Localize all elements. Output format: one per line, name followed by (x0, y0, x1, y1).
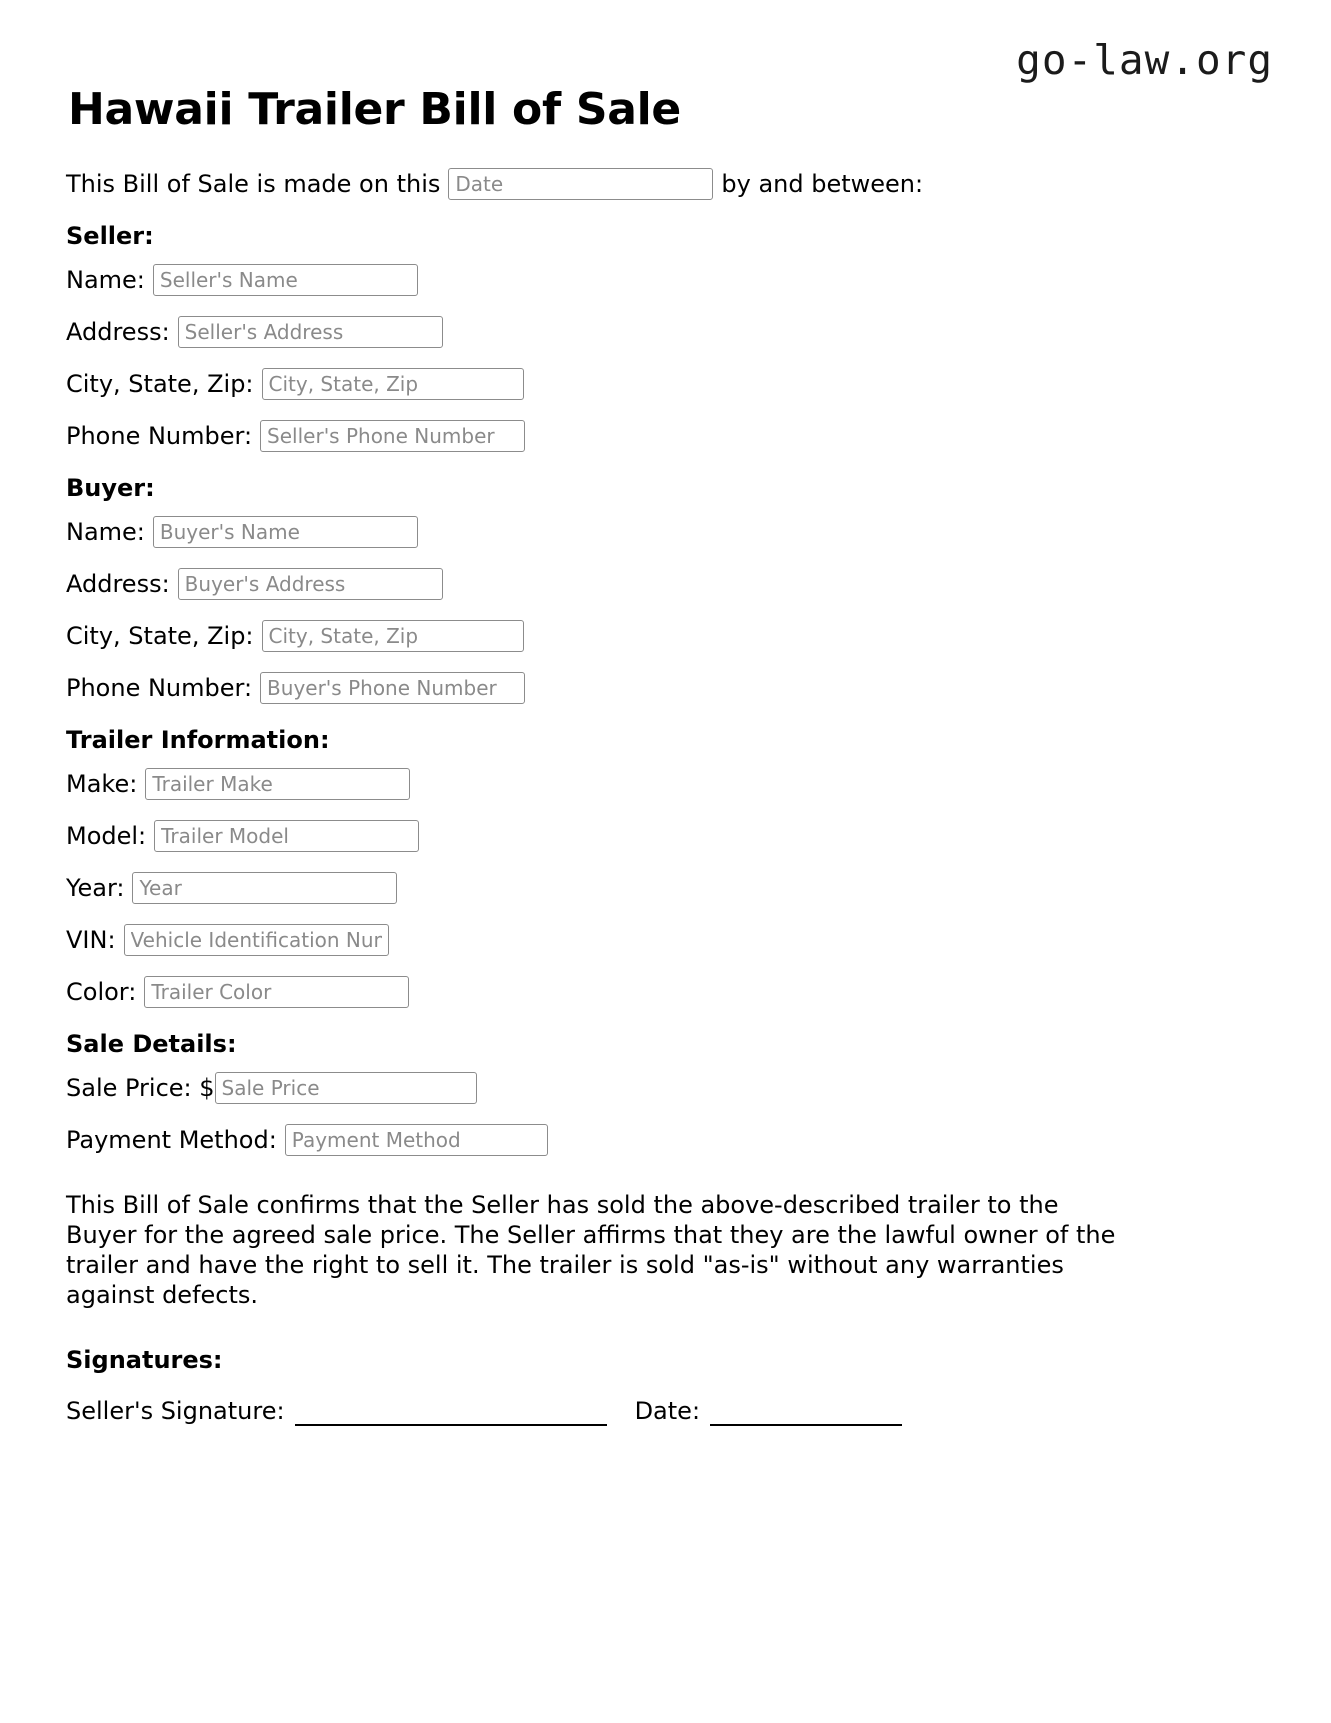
intro-line (66, 168, 1266, 200)
site-brand-logo: go-law.org (1016, 36, 1273, 84)
buyer-city-state-zip-row (66, 620, 1266, 652)
trailer-make-label: Make: (66, 770, 138, 798)
page-title: Hawaii Trailer Bill of Sale (68, 84, 681, 135)
seller-name-label: Name: (66, 266, 145, 294)
sale-price-input[interactable] (215, 1072, 477, 1104)
buyer-address-row (66, 568, 1266, 600)
seller-phone-label: Phone Number: (66, 422, 253, 450)
buyer-city-state-zip-input[interactable] (262, 620, 524, 652)
intro-prefix-text: This Bill of Sale is made on this (66, 170, 441, 198)
section-heading-seller: Seller: (66, 222, 154, 250)
seller-address-label: Address: (66, 318, 170, 346)
section-heading-sale-details: Sale Details: (66, 1030, 237, 1058)
date-input[interactable] (448, 168, 713, 200)
trailer-vin-label: VIN: (66, 926, 116, 954)
buyer-name-label: Name: (66, 518, 145, 546)
trailer-make-input[interactable] (145, 768, 410, 800)
trailer-vin-input[interactable] (124, 924, 389, 956)
buyer-name-input[interactable] (153, 516, 418, 548)
seller-phone-row (66, 420, 1266, 452)
payment-method-label: Payment Method: (66, 1126, 277, 1154)
trailer-year-input[interactable] (132, 872, 397, 904)
legal-statement-paragraph: This Bill of Sale confirms that the Seller has sold the above-described trailer to the Buyer for the agreed sale price. The Seller affirms that they are the lawful owner of the trailer and have the right to sell it. The trailer is sold "as-is" without any warranties against defects. (66, 1191, 1116, 1309)
seller-city-state-zip-label: City, State, Zip: (66, 370, 254, 398)
section-heading-signatures: Signatures: (66, 1346, 223, 1374)
buyer-phone-label: Phone Number: (66, 674, 253, 702)
sale-price-row (66, 1072, 1266, 1104)
buyer-city-state-zip-label: City, State, Zip: (66, 622, 254, 650)
section-heading-buyer: Buyer: (66, 474, 155, 502)
section-heading-trailer-information: Trailer Information: (66, 726, 330, 754)
trailer-color-label: Color: (66, 978, 137, 1006)
trailer-make-row (66, 768, 1266, 800)
signature-date-label: Date: (634, 1397, 701, 1425)
seller-signature-row (66, 1396, 1266, 1426)
buyer-phone-row (66, 672, 1266, 704)
trailer-year-row (66, 872, 1266, 904)
seller-city-state-zip-input[interactable] (262, 368, 524, 400)
sale-price-label: Sale Price: $ (66, 1074, 215, 1102)
trailer-year-label: Year: (66, 874, 125, 902)
trailer-color-input[interactable] (144, 976, 409, 1008)
seller-address-input[interactable] (178, 316, 443, 348)
seller-signature-label: Seller's Signature: (66, 1397, 285, 1425)
buyer-address-input[interactable] (178, 568, 443, 600)
seller-address-row (66, 316, 1266, 348)
buyer-phone-input[interactable] (260, 672, 525, 704)
trailer-vin-row (66, 924, 1266, 956)
form-content (66, 168, 1266, 1426)
seller-name-input[interactable] (153, 264, 418, 296)
signature-date-line[interactable] (710, 1423, 902, 1426)
payment-method-input[interactable] (285, 1124, 548, 1156)
payment-method-row (66, 1124, 1266, 1156)
seller-city-state-zip-row (66, 368, 1266, 400)
seller-name-row (66, 264, 1266, 296)
trailer-model-input[interactable] (154, 820, 419, 852)
trailer-color-row (66, 976, 1266, 1008)
trailer-model-row (66, 820, 1266, 852)
buyer-name-row (66, 516, 1266, 548)
intro-suffix-text: by and between: (721, 170, 924, 198)
seller-signature-line[interactable] (295, 1423, 607, 1426)
seller-phone-input[interactable] (260, 420, 525, 452)
buyer-address-label: Address: (66, 570, 170, 598)
trailer-model-label: Model: (66, 822, 147, 850)
